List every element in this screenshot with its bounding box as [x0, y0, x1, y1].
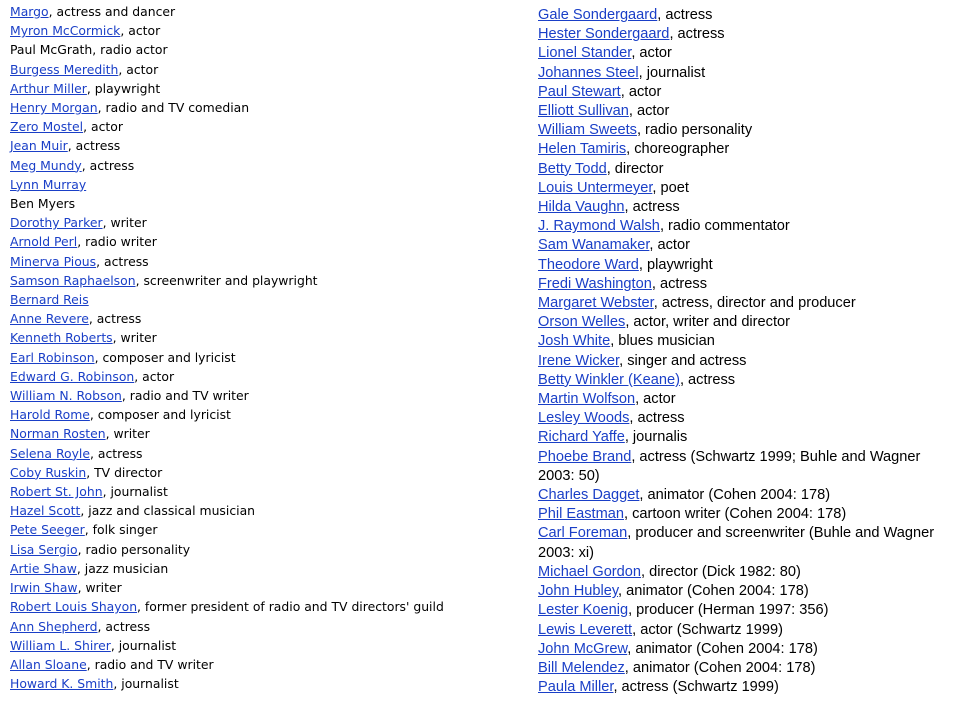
- list-item: [538, 83, 938, 102]
- list-item: [538, 409, 938, 428]
- name-link-hazel-scott[interactable]: Hazel Scott: [10, 503, 81, 519]
- list-item: [538, 621, 938, 640]
- list-item: [538, 659, 938, 678]
- name-text-ben-myers: Ben Myers: [10, 196, 76, 212]
- entry-description: , actress: [657, 7, 713, 23]
- list-item: [10, 156, 520, 175]
- name-link-phoebe-brand[interactable]: Phoebe Brand: [538, 448, 632, 465]
- entry-description: , actress (Schwartz 1999; Buhle and Wagner 2003: 50): [538, 448, 921, 484]
- name-text-paul-mcgrath: Paul McGrath: [10, 42, 93, 58]
- entry-description: , jazz musician: [76, 560, 169, 576]
- list-item: [538, 448, 938, 486]
- entry-description: , radio and TV comedian: [97, 100, 250, 116]
- name-link-fredi-washington[interactable]: Fredi Washington: [538, 275, 652, 292]
- list-item: [538, 640, 938, 659]
- list-item: [10, 674, 520, 693]
- name-link-harold-rome[interactable]: Harold Rome: [10, 407, 90, 423]
- name-link-john-hubley[interactable]: John Hubley: [538, 583, 619, 600]
- entry-description: , writer: [77, 580, 122, 596]
- entry-description: , actress: [89, 445, 143, 461]
- entry-description: , journalis: [624, 429, 688, 446]
- name-link-margo[interactable]: Margo: [10, 4, 49, 19]
- entry-description: , poet: [652, 179, 689, 196]
- list-item: [10, 463, 520, 482]
- list-item: [538, 140, 938, 159]
- entry-description: , writer: [112, 330, 157, 346]
- list-item: [538, 390, 938, 409]
- name-link-orson-welles[interactable]: Orson Welles: [538, 314, 626, 331]
- name-link-myron-mccormick[interactable]: Myron McCormick: [10, 23, 121, 39]
- list-item: [10, 540, 520, 559]
- name-link-louis-untermeyer[interactable]: Louis Untermeyer: [538, 179, 653, 196]
- list-item: [538, 64, 938, 83]
- list-item: [538, 505, 938, 524]
- list-item: [538, 217, 938, 236]
- list-item: [10, 655, 520, 674]
- list-item: [10, 60, 520, 79]
- entry-description: , animator (Cohen 2004: 178): [618, 583, 809, 600]
- entry-description: , radio commentator: [659, 218, 790, 235]
- list-item: [10, 271, 520, 290]
- name-link-selena-royle[interactable]: Selena Royle: [10, 445, 90, 461]
- list-item: [538, 275, 938, 294]
- entry-description: , actress: [88, 311, 142, 327]
- list-item: [538, 198, 938, 217]
- entry-description: , actor: [118, 61, 159, 77]
- list-item: [538, 6, 938, 25]
- entry-description: , actor: [83, 119, 123, 135]
- entry-description: , journalist: [102, 484, 168, 500]
- entry-description: , director: [606, 160, 664, 177]
- name-link-carl-foreman[interactable]: Carl Foreman: [538, 525, 628, 542]
- entry-description: , actor: [120, 23, 161, 39]
- list-item: [10, 213, 520, 232]
- name-link-meg-mundy[interactable]: Meg Mundy: [10, 157, 82, 173]
- name-link-lester-koenig[interactable]: Lester Koenig: [538, 602, 629, 619]
- name-link-lesley-woods[interactable]: Lesley Woods: [538, 410, 630, 427]
- list-item: [10, 21, 520, 40]
- name-link-samson-raphaelson[interactable]: Samson Raphaelson: [10, 272, 136, 288]
- name-link-bill-melendez[interactable]: Bill Melendez: [538, 659, 625, 676]
- entry-description: , actor: [635, 391, 676, 408]
- list-item: [10, 328, 520, 347]
- entry-description: , radio writer: [77, 234, 157, 250]
- entry-description: , producer (Herman 1997: 356): [628, 602, 829, 619]
- name-link-phil-eastman[interactable]: Phil Eastman: [538, 506, 624, 523]
- list-item: [10, 309, 520, 328]
- name-link-norman-rosten[interactable]: Norman Rosten: [10, 426, 106, 442]
- entry-description: , composer and lyricist: [89, 407, 231, 423]
- list-item: [538, 524, 938, 562]
- list-item: [10, 559, 520, 578]
- name-link-sam-wanamaker[interactable]: Sam Wanamaker: [538, 237, 650, 254]
- list-item: [538, 121, 938, 140]
- name-link-lionel-stander[interactable]: Lionel Stander: [538, 45, 632, 62]
- list-item: [538, 179, 938, 198]
- name-link-betty-todd[interactable]: Betty Todd: [538, 160, 607, 177]
- entry-description: , writer: [105, 426, 150, 442]
- name-link-j-raymond-walsh[interactable]: J. Raymond Walsh: [538, 218, 660, 235]
- entry-description: , actor (Schwartz 1999): [632, 621, 783, 638]
- entry-description: , radio and TV writer: [86, 656, 214, 672]
- list-item: [10, 501, 520, 520]
- list-item: [10, 2, 520, 21]
- list-item: [538, 486, 938, 505]
- name-link-josh-white[interactable]: Josh White: [538, 333, 611, 350]
- list-item: [538, 371, 938, 390]
- entry-description: , animator (Cohen 2004: 178): [624, 659, 816, 676]
- name-link-earl-robinson[interactable]: Earl Robinson: [10, 349, 95, 365]
- name-link-arnold-perl[interactable]: Arnold Perl: [10, 234, 78, 250]
- list-item: [538, 160, 938, 179]
- list-item: [10, 175, 520, 194]
- list-item: [10, 444, 520, 463]
- name-link-martin-wolfson[interactable]: Martin Wolfson: [538, 391, 636, 408]
- list-item: [10, 79, 520, 98]
- entry-description: , singer and actress: [619, 352, 747, 369]
- entry-description: , actress: [679, 371, 736, 388]
- name-link-arthur-miller[interactable]: Arthur Miller: [10, 80, 87, 96]
- list-item: [10, 617, 520, 636]
- entry-description: , jazz and classical musician: [80, 503, 256, 519]
- name-link-zero-mostel[interactable]: Zero Mostel: [10, 119, 84, 135]
- list-item: [10, 578, 520, 597]
- name-link-william-n-robson[interactable]: William N. Robson: [10, 388, 122, 404]
- name-link-william-sweets[interactable]: William Sweets: [538, 122, 637, 139]
- list-item: [10, 194, 520, 213]
- entry-description: , cartoon writer (Cohen 2004: 178): [623, 506, 847, 523]
- list-item: [10, 636, 520, 655]
- list-item: [538, 236, 938, 255]
- list-item: [10, 232, 520, 251]
- entry-description: , actress: [669, 26, 725, 43]
- name-link-allan-sloane[interactable]: Allan Sloane: [10, 656, 87, 672]
- entry-description: , writer: [102, 215, 147, 231]
- left-name-list: [10, 2, 520, 693]
- entry-description: , producer and screenwriter (Buhle and Wagner 2003: xi): [538, 525, 935, 561]
- list-item: [10, 386, 520, 405]
- list-item: [10, 520, 520, 539]
- entry-description: , actor: [628, 103, 670, 120]
- entry-description: , actor, writer and director: [625, 314, 790, 331]
- entry-description: , actress: [651, 275, 707, 292]
- name-link-anne-revere[interactable]: Anne Revere: [10, 311, 89, 327]
- entry-description: , actor: [631, 45, 672, 62]
- entry-description: , actress and dancer: [48, 4, 176, 19]
- name-link-lewis-leverett[interactable]: Lewis Leverett: [538, 621, 633, 638]
- name-link-henry-morgan[interactable]: Henry Morgan: [10, 100, 98, 116]
- entry-description: , actor: [649, 237, 690, 254]
- name-link-burgess-meredith[interactable]: Burgess Meredith: [10, 61, 119, 77]
- name-link-robert-louis-shayon[interactable]: Robert Louis Shayon: [10, 599, 138, 615]
- list-item: [538, 678, 938, 697]
- list-item: [10, 424, 520, 443]
- entry-description: , director (Dick 1982: 80): [641, 563, 801, 580]
- right-name-list: [538, 6, 938, 697]
- name-link-paul-stewart[interactable]: Paul Stewart: [538, 83, 621, 100]
- entry-description: , actor: [134, 368, 175, 384]
- name-link-richard-yaffe[interactable]: Richard Yaffe: [538, 429, 625, 446]
- entry-description: , folk singer: [84, 522, 158, 538]
- entry-description: , playwright: [638, 256, 713, 273]
- entry-description: , actress: [624, 199, 680, 216]
- name-link-pete-seeger[interactable]: Pete Seeger: [10, 522, 85, 538]
- list-item: [10, 290, 520, 309]
- entry-description: , actress, director and producer: [653, 295, 856, 312]
- list-item: [10, 597, 520, 616]
- entry-description: , actress: [96, 253, 149, 269]
- name-link-jean-muir[interactable]: Jean Muir: [10, 138, 68, 154]
- name-link-hilda-vaughn[interactable]: Hilda Vaughn: [538, 199, 625, 216]
- list-item: [10, 405, 520, 424]
- name-link-william-l-shirer[interactable]: William L. Shirer: [10, 637, 111, 653]
- entry-description: , animator (Cohen 2004: 178): [639, 487, 831, 504]
- name-link-john-mcgrew[interactable]: John McGrew: [538, 640, 628, 657]
- list-item: [10, 348, 520, 367]
- name-link-betty-winkler-keane[interactable]: Betty Winkler (Keane): [538, 371, 680, 388]
- name-link-kenneth-roberts[interactable]: Kenneth Roberts: [10, 330, 113, 346]
- name-link-charles-dagget[interactable]: Charles Dagget: [538, 487, 640, 504]
- name-link-irwin-shaw[interactable]: Irwin Shaw: [10, 580, 78, 596]
- entry-description: , actress: [81, 157, 135, 173]
- list-item: [10, 482, 520, 501]
- entry-description: , radio actor: [92, 42, 168, 58]
- entry-description: , radio personality: [77, 541, 191, 557]
- entry-description: , choreographer: [626, 141, 730, 158]
- list-item: [538, 563, 938, 582]
- list-item: [10, 40, 520, 59]
- list-item: [538, 582, 938, 601]
- name-link-hester-sondergaard[interactable]: Hester Sondergaard: [538, 26, 670, 43]
- name-link-minerva-pious[interactable]: Minerva Pious: [10, 253, 97, 269]
- entry-description: , composer and lyricist: [94, 349, 236, 365]
- name-link-artie-shaw[interactable]: Artie Shaw: [10, 560, 77, 576]
- list-item: [10, 367, 520, 386]
- list-item: [538, 294, 938, 313]
- name-link-theodore-ward[interactable]: Theodore Ward: [538, 256, 639, 273]
- list-item: [538, 44, 938, 63]
- list-item: [10, 252, 520, 271]
- list-item: [538, 601, 938, 620]
- list-item: [538, 332, 938, 351]
- name-link-lisa-sergio[interactable]: Lisa Sergio: [10, 541, 78, 557]
- name-link-paula-miller[interactable]: Paula Miller: [538, 679, 614, 696]
- name-link-coby-ruskin[interactable]: Coby Ruskin: [10, 464, 87, 480]
- name-link-robert-st-john[interactable]: Robert St. John: [10, 484, 103, 500]
- name-link-dorothy-parker[interactable]: Dorothy Parker: [10, 215, 103, 231]
- entry-description: , blues musician: [610, 333, 715, 350]
- name-link-michael-gordon[interactable]: Michael Gordon: [538, 563, 642, 580]
- entry-description: , playwright: [86, 80, 161, 96]
- name-link-helen-tamiris[interactable]: Helen Tamiris: [538, 141, 627, 158]
- name-link-bernard-reis[interactable]: Bernard Reis: [10, 292, 89, 308]
- name-link-gale-sondergaard[interactable]: Gale Sondergaard: [538, 7, 658, 23]
- entry-description: , journalist: [638, 64, 706, 81]
- name-link-elliott-sullivan[interactable]: Elliott Sullivan: [538, 103, 629, 120]
- name-link-lynn-murray[interactable]: Lynn Murray: [10, 176, 87, 192]
- list-item: [10, 117, 520, 136]
- entry-description: , radio personality: [636, 122, 753, 139]
- list-item: [10, 98, 520, 117]
- entry-description: , radio and TV writer: [121, 388, 249, 404]
- entry-description: , actress: [97, 618, 151, 634]
- entry-description: , former president of radio and TV directors' guild: [137, 599, 444, 615]
- entry-description: , actress: [629, 410, 685, 427]
- list-item: [538, 428, 938, 447]
- entry-description: , journalist: [110, 637, 177, 653]
- name-link-irene-wicker[interactable]: Irene Wicker: [538, 352, 620, 369]
- entry-description: , actress: [67, 138, 121, 154]
- name-link-margaret-webster[interactable]: Margaret Webster: [538, 295, 654, 312]
- entry-description: , actress (Schwartz 1999): [613, 679, 779, 696]
- name-link-johannes-steel[interactable]: Johannes Steel: [538, 64, 639, 81]
- entry-description: , actor: [620, 83, 662, 100]
- list-item: [538, 313, 938, 332]
- name-link-howard-k-smith[interactable]: Howard K. Smith: [10, 676, 114, 692]
- entry-description: , TV director: [86, 464, 163, 480]
- list-item: [10, 136, 520, 155]
- entry-description: , animator (Cohen 2004: 178): [627, 640, 818, 657]
- name-link-edward-g-robinson[interactable]: Edward G. Robinson: [10, 368, 135, 384]
- list-item: [538, 352, 938, 371]
- list-item: [538, 256, 938, 275]
- list-item: [538, 102, 938, 121]
- entry-description: , screenwriter and playwright: [135, 272, 318, 288]
- entry-description: , journalist: [113, 676, 179, 692]
- name-link-ann-shepherd[interactable]: Ann Shepherd: [10, 618, 98, 634]
- list-item: [538, 25, 938, 44]
